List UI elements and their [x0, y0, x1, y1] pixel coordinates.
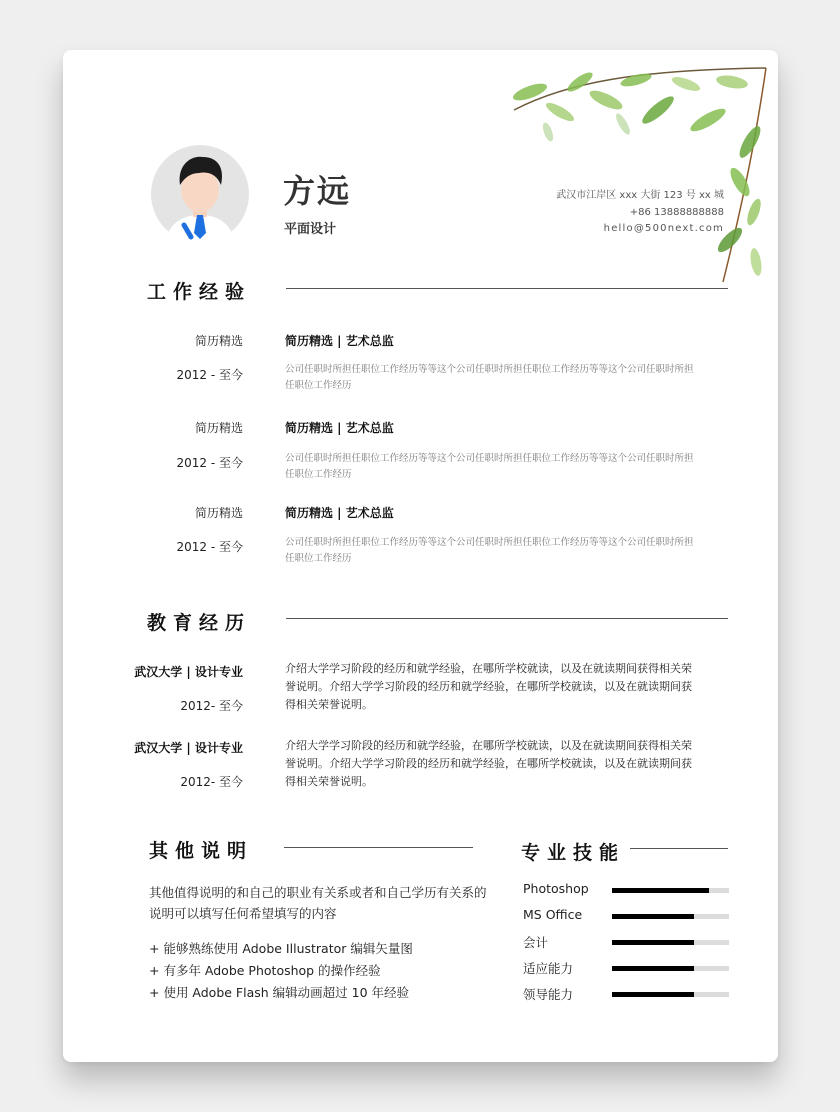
skill-row	[523, 933, 733, 951]
education-school: 武汉大学 | 设计专业	[134, 665, 243, 679]
work-position: 简历精选 | 艺术总监	[285, 334, 394, 348]
email: hello@500next.com	[603, 223, 724, 234]
skills-divider	[630, 848, 728, 849]
skill-bar-fill	[612, 940, 694, 945]
work-section-title: 工作经验	[147, 281, 252, 303]
work-description: 公司任职时所担任职位工作经历等等这个公司任职时所担任职位工作经历等等这个公司任职时所担任职位工作经历	[285, 364, 694, 391]
work-date: 2012 - 至今	[176, 456, 243, 470]
resume-page	[63, 50, 778, 1062]
avatar-illustration	[151, 145, 249, 243]
skill-bar-fill	[612, 888, 709, 893]
skill-name: 领导能力	[523, 987, 574, 1002]
work-company: 简历精选	[194, 334, 243, 348]
skill-row	[523, 959, 733, 977]
skill-row	[523, 985, 733, 1003]
education-school: 武汉大学 | 设计专业	[134, 741, 243, 755]
skill-row	[523, 907, 733, 925]
skill-bar-fill	[612, 914, 694, 919]
education-divider	[286, 618, 728, 619]
work-position: 简历精选 | 艺术总监	[285, 506, 394, 520]
phone: +86 13888888888	[629, 206, 724, 218]
other-bullet-list	[149, 938, 413, 1004]
education-date: 2012- 至今	[180, 775, 243, 789]
other-paragraph: 其他值得说明的和自己的职业有关系或者和自己学历有关系的说明可以填写任何希望填写的内容	[149, 885, 487, 921]
list-item: + 能够熟练使用 Adobe Illustrator 编辑矢量图	[149, 941, 413, 956]
contact-block	[556, 188, 724, 238]
skill-bar	[612, 966, 729, 971]
skill-bar-fill	[612, 966, 694, 971]
full-name: 方远	[283, 172, 352, 210]
work-company: 简历精选	[194, 506, 243, 520]
other-section-title: 其他说明	[149, 840, 254, 862]
work-description: 公司任职时所担任职位工作经历等等这个公司任职时所担任职位工作经历等等这个公司任职时所担任职位工作经历	[285, 537, 694, 564]
skill-bar	[612, 940, 729, 945]
work-date: 2012 - 至今	[176, 368, 243, 382]
job-role: 平面设计	[284, 222, 337, 237]
other-divider	[284, 847, 473, 848]
work-date: 2012 - 至今	[176, 540, 243, 554]
education-date: 2012- 至今	[180, 699, 243, 713]
skill-bar	[612, 914, 729, 919]
skill-name: 会计	[523, 935, 549, 950]
leaves-decoration	[508, 62, 770, 292]
work-description: 公司任职时所担任职位工作经历等等这个公司任职时所担任职位工作经历等等这个公司任职时所担任职位工作经历	[285, 453, 694, 480]
skills-section-title: 专业技能	[521, 842, 626, 864]
education-description: 介绍大学学习阶段的经历和就学经验，在哪所学校就读，以及在就读期间获得相关荣誉说明。介绍大学学习阶段的经历和就学经验，在哪所学校就读，以及在就读期间获得相关荣誉说明。	[285, 739, 692, 788]
education-section-title: 教育经历	[147, 612, 252, 634]
education-description: 介绍大学学习阶段的经历和就学经验，在哪所学校就读，以及在就读期间获得相关荣誉说明。介绍大学学习阶段的经历和就学经验，在哪所学校就读，以及在就读期间获得相关荣誉说明。	[285, 662, 692, 711]
skill-name: MS Office	[523, 907, 583, 922]
skill-row	[523, 881, 733, 899]
work-divider	[286, 288, 728, 289]
skill-name: Photoshop	[523, 881, 589, 896]
list-item: + 使用 Adobe Flash 编辑动画超过 10 年经验	[149, 985, 410, 1000]
skill-bar	[612, 992, 729, 997]
list-item: + 有多年 Adobe Photoshop 的操作经验	[149, 963, 381, 978]
skill-name: 适应能力	[523, 961, 574, 976]
work-company: 简历精选	[194, 421, 243, 435]
avatar	[151, 145, 249, 243]
address: 武汉市江岸区 xxx 大街 123 号 xx 城	[556, 190, 724, 201]
skill-bar	[612, 888, 729, 893]
skill-bar-fill	[612, 992, 694, 997]
work-position: 简历精选 | 艺术总监	[285, 421, 394, 435]
